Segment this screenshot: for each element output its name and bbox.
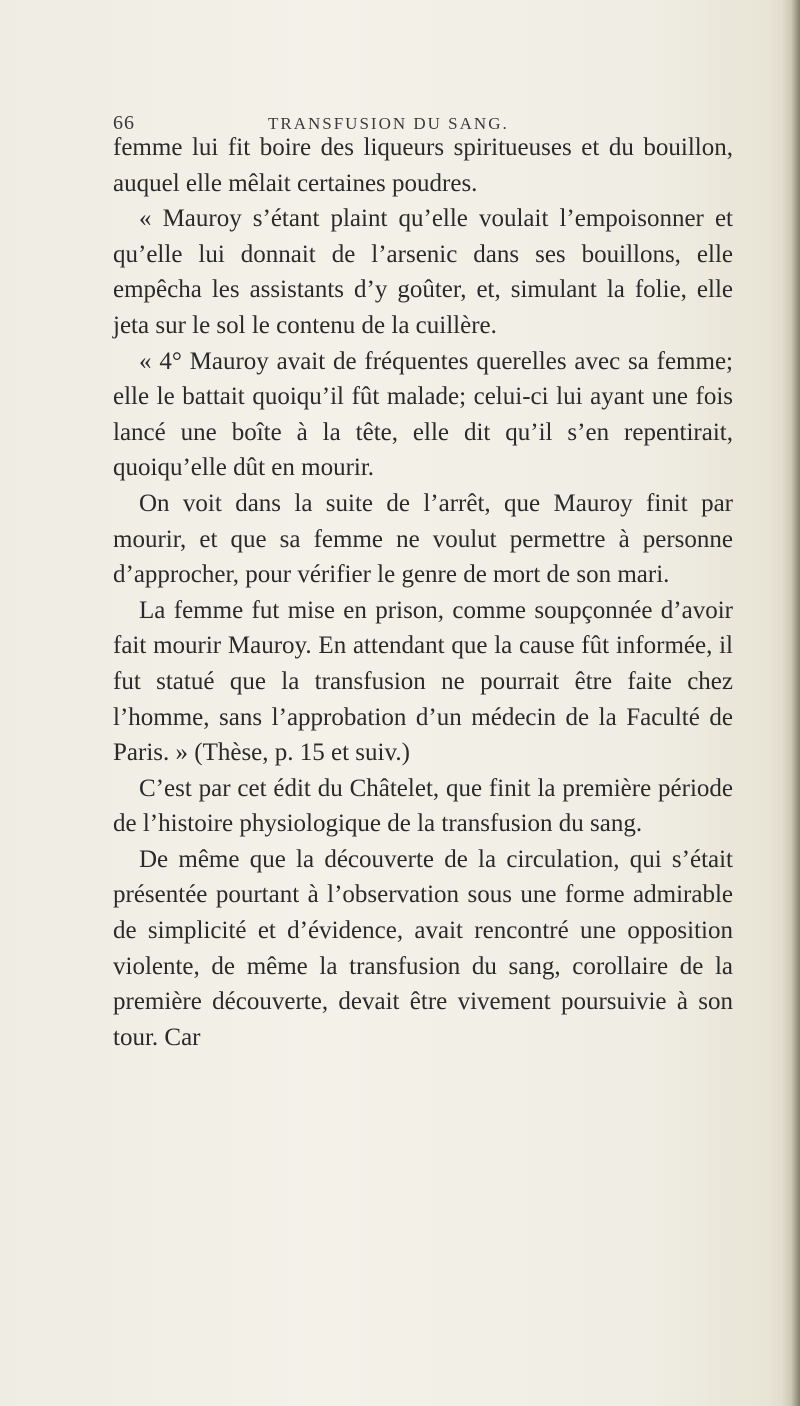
paragraph-1: femme lui fit boire des liqueurs spiritueuses et du bouillon, auquel elle mêlait certaines poudres. (113, 134, 733, 197)
paragraph-5: La femme fut mise en prison, comme soupçonnée d’avoir fait mourir Mauroy. En attendant que la cause fût informée, il fut statué que la transfusion ne pourrait être faite chez l’homme, sans l’approbation d’un médecin de la Faculté de Paris. » (Thèse, p. 15 et suiv.) (113, 596, 733, 767)
paragraph-4: On voit dans la suite de l’arrêt, que Mauroy finit par mourir, et que sa femme ne voulut permettre à personne d’approcher, pour vérifier le genre de mort de son mari. (113, 489, 733, 589)
running-head: TRANSFUSION DU SANG. (268, 114, 509, 133)
body-text (113, 130, 733, 1055)
paragraph-2: « Mauroy s’étant plaint qu’elle voulait l’empoisonner et qu’elle lui donnait de l’arsenic dans ses bouillons, elle empêcha les assistants d’y goûter, et, simulant la folie, elle jeta sur le sol le contenu de la cuillère. (113, 205, 733, 339)
page-number: 66 (113, 112, 135, 134)
paragraph-6: C’est par cet édit du Châtelet, que finit la première période de l’histoire physiologique de la transfusion du sang. (113, 774, 733, 838)
page-edge-shadow (782, 0, 800, 1406)
paragraph-3: « 4° Mauroy avait de fréquentes querelles avec sa femme; elle le battait quoiqu’il fût malade; celui-ci lui ayant une fois lancé une boîte à la tête, elle dit qu’il s’en repentirait, quoiqu’elle dût en mourir. (113, 347, 733, 482)
paragraph-7: De même que la découverte de la circulation, qui s’était présentée pourtant à l’observation sous une forme admirable de simplicité et d’évidence, avait rencontré une opposition violente, de même la transfusion du sang, corollaire de la première découverte, devait être vivement poursuivie à son tour. Car (113, 845, 733, 1051)
